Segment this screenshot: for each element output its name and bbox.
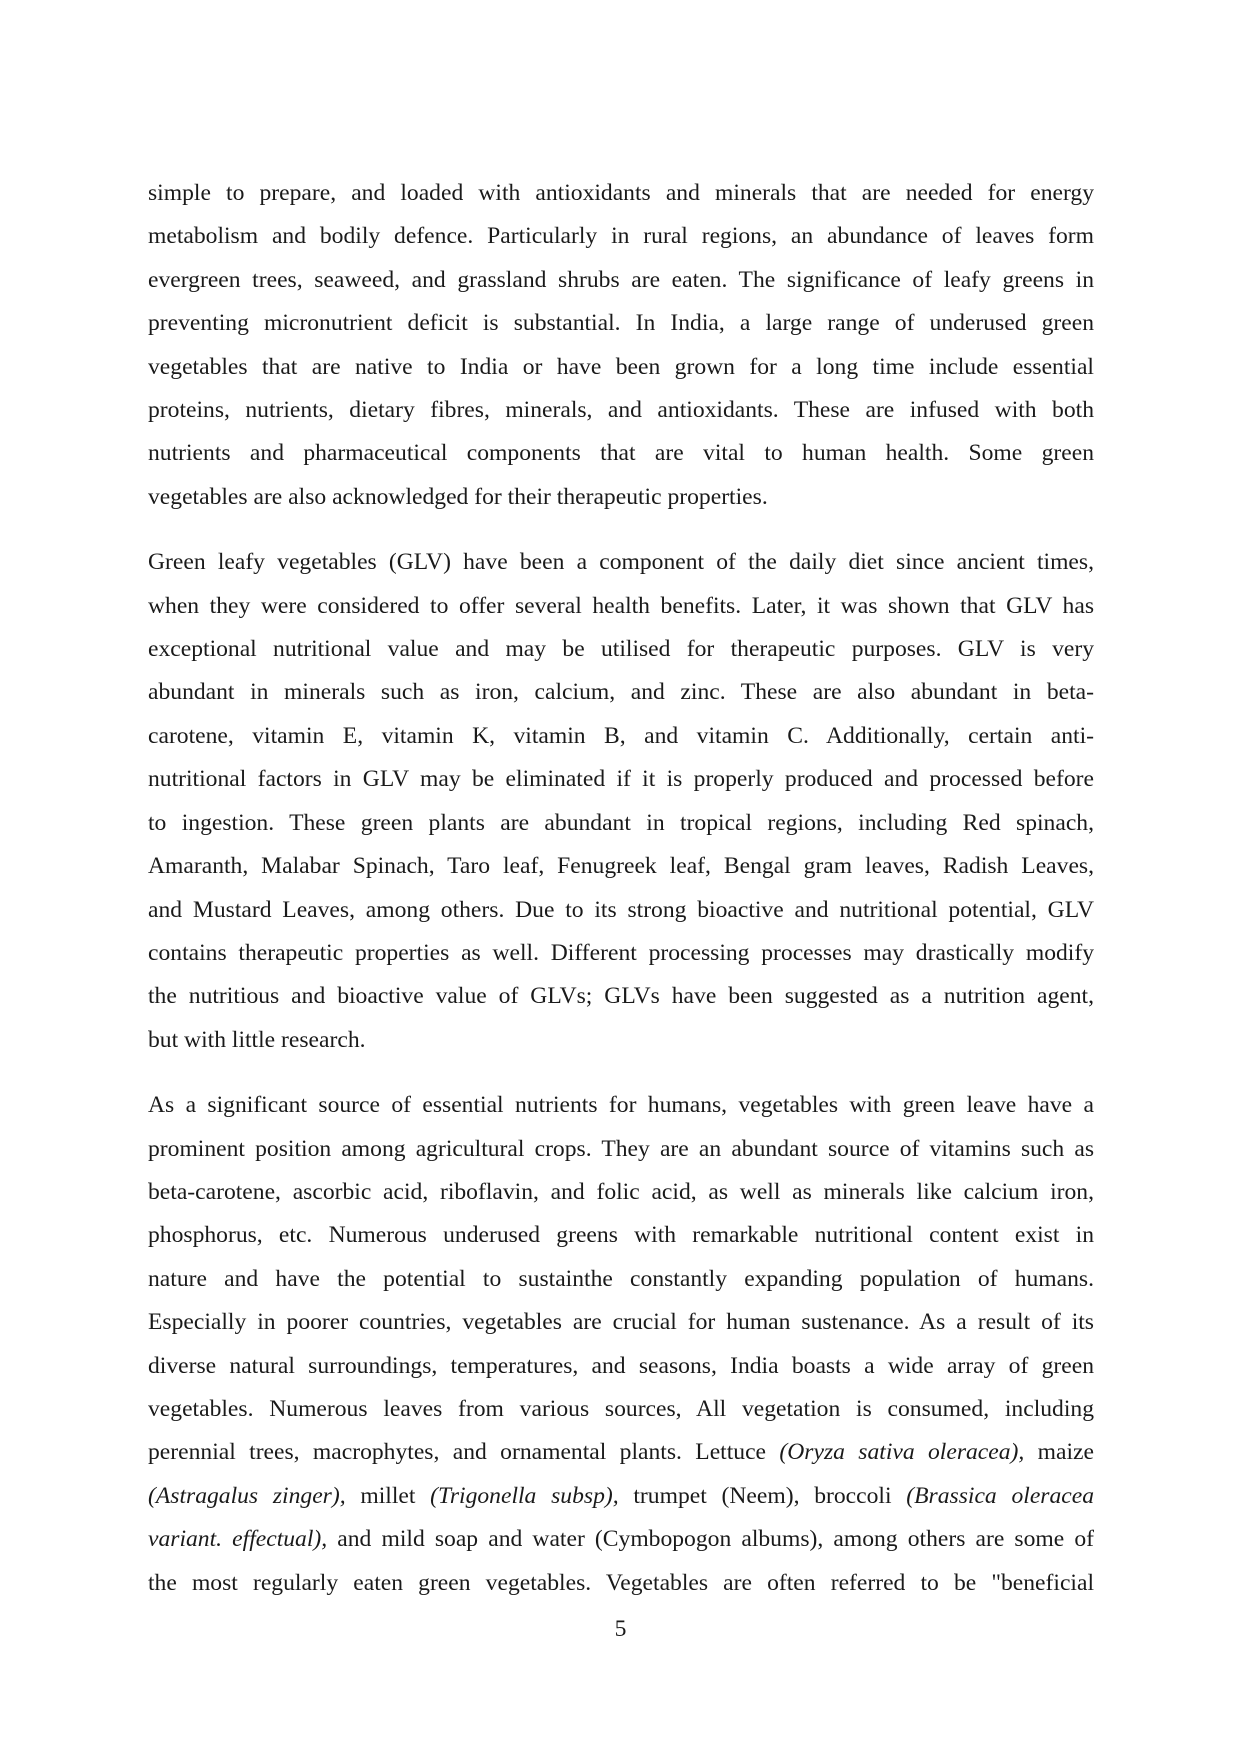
paragraph (148, 541, 1094, 1062)
text-run: Especially in poorer countries, vegetables are crucial for human sustenance. As a result of its (148, 1309, 1094, 1336)
text-line (148, 1171, 1094, 1214)
body-text (148, 172, 1094, 1605)
text-line (148, 1388, 1094, 1431)
italic-text: (Brassica oleracea (906, 1482, 1095, 1509)
text-run: abundant in minerals such as iron, calcium, and zinc. These are also abundant in beta- (148, 679, 1094, 706)
text-line (148, 1475, 1094, 1518)
text-run: nutritional factors in GLV may be eliminated if it is properly produced and processed before (148, 766, 1094, 793)
text-line (148, 1019, 1094, 1062)
text-run: Amaranth, Malabar Spinach, Taro leaf, Fenugreek leaf, Bengal gram leaves, Radish Leaves, (148, 853, 1094, 880)
text-line (148, 302, 1094, 345)
text-line (148, 215, 1094, 258)
text-run: the nutritious and bioactive value of GLVs; GLVs have been suggested as a nutrition agent, (148, 983, 1094, 1010)
text-run: nutrients and pharmaceutical components that are vital to human health. Some green (148, 440, 1094, 467)
text-run: nature and have the potential to sustainthe constantly expanding population of humans. (148, 1265, 1094, 1292)
text-run: and mild soap and water (Cymbopogon albums), among others are some of (327, 1526, 1095, 1553)
text-run: millet (345, 1482, 431, 1509)
text-line (148, 1214, 1094, 1257)
text-run: Green leafy vegetables (GLV) have been a component of the daily diet since ancient times, (148, 549, 1094, 576)
text-line (148, 932, 1094, 975)
text-run: carotene, vitamin E, vitamin K, vitamin B, and vitamin C. Additionally, certain anti- (148, 722, 1094, 749)
text-run: vegetables. Numerous leaves from various sources, All vegetation is consumed, including (148, 1395, 1094, 1422)
text-line (148, 802, 1094, 845)
text-run: beta-carotene, ascorbic acid, riboflavin, and folic acid, as well as minerals like calcium iron, (148, 1178, 1094, 1205)
text-run: and Mustard Leaves, among others. Due to its strong bioactive and nutritional potential, GLV (148, 896, 1094, 923)
text-run: vegetables are also acknowledged for their therapeutic properties. (148, 483, 768, 510)
text-line (148, 1431, 1094, 1474)
text-line (148, 346, 1094, 389)
text-line (148, 172, 1094, 215)
text-line (148, 845, 1094, 888)
page-number: 5 (614, 1616, 627, 1642)
text-run: As a significant source of essential nutrients for humans, vegetables with green leave have a (148, 1092, 1094, 1119)
text-line (148, 715, 1094, 758)
italic-text: variant. effectual), (148, 1526, 328, 1553)
text-run: simple to prepare, and loaded with antioxidants and minerals that are needed for energy (148, 180, 1094, 206)
text-line (148, 1084, 1094, 1127)
italic-text: (Astragalus zinger), (148, 1482, 346, 1509)
text-run: prominent position among agricultural crops. They are an abundant source of vitamins such as (148, 1135, 1094, 1162)
text-line (148, 758, 1094, 801)
text-run: phosphorus, etc. Numerous underused greens with remarkable nutritional content exist in (148, 1222, 1094, 1249)
text-run: metabolism and bodily defence. Particularly in rural regions, an abundance of leaves form (148, 223, 1094, 250)
paragraph (148, 1084, 1094, 1605)
text-run: maize (1024, 1439, 1094, 1466)
text-line (148, 541, 1094, 584)
text-run: diverse natural surroundings, temperatures, and seasons, India boasts a wide array of green (148, 1352, 1094, 1379)
text-run: preventing micronutrient deficit is substantial. In India, a large range of underused green (148, 310, 1094, 337)
text-run: exceptional nutritional value and may be utilised for therapeutic purposes. GLV is very (148, 636, 1094, 663)
text-line (148, 432, 1094, 475)
text-run: contains therapeutic properties as well. Different processing processes may drastically modify (148, 939, 1094, 966)
text-line (148, 476, 1094, 519)
text-run: evergreen trees, seaweed, and grassland shrubs are eaten. The significance of leafy greens in (148, 266, 1094, 293)
text-run: to ingestion. These green plants are abundant in tropical regions, including Red spinach, (148, 809, 1094, 836)
text-line (148, 389, 1094, 432)
text-line (148, 259, 1094, 302)
text-line (148, 1128, 1094, 1171)
text-run: when they were considered to offer several health benefits. Later, it was shown that GLV has (148, 592, 1094, 619)
italic-text: (Trigonella subsp), (430, 1482, 619, 1509)
text-line (148, 889, 1094, 932)
text-line (148, 1562, 1094, 1605)
text-line (148, 1301, 1094, 1344)
text-line (148, 975, 1094, 1018)
italic-text: (Oryza sativa oleracea), (779, 1439, 1025, 1466)
text-run: the most regularly eaten green vegetables. Vegetables are often referred to be "beneficial (148, 1569, 1094, 1596)
text-run: perennial trees, macrophytes, and ornamental plants. Lettuce (148, 1439, 780, 1466)
text-line (148, 628, 1094, 671)
text-line (148, 1518, 1094, 1561)
text-line (148, 1258, 1094, 1301)
text-line (148, 671, 1094, 714)
paragraph (148, 172, 1094, 519)
text-run: proteins, nutrients, dietary fibres, minerals, and antioxidants. These are infused with both (148, 397, 1094, 424)
text-run: but with little research. (148, 1026, 366, 1053)
text-run: trumpet (Neem), broccoli (618, 1482, 907, 1509)
text-line (148, 1345, 1094, 1388)
text-line (148, 585, 1094, 628)
text-run: vegetables that are native to India or have been grown for a long time include essential (148, 353, 1094, 380)
